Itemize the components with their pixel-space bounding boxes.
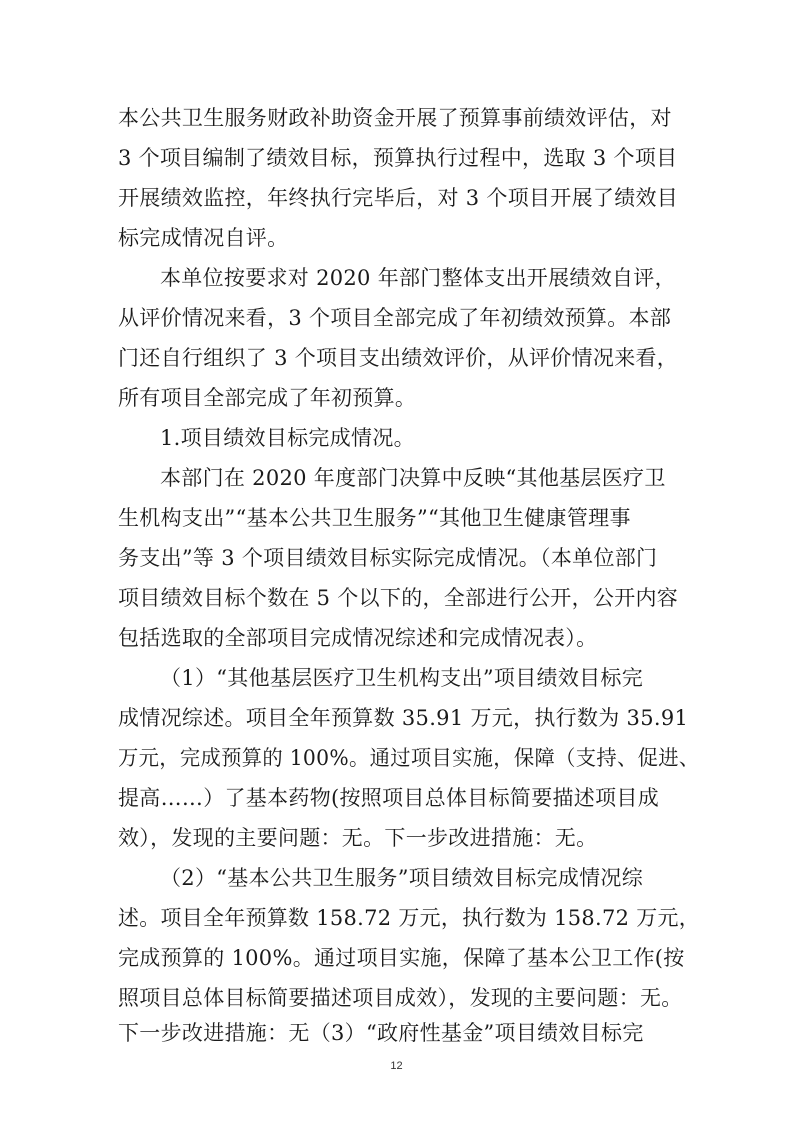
paragraph-line: 项目绩效目标个数在 5 个以下的，全部进行公开，公开内容 [118,586,679,610]
paragraph-line: （2）“基本公共卫生服务”项目绩效目标完成情况综 [160,866,644,890]
paragraph-line: 务支出”等 3 个项目绩效目标实际完成情况。（本单位部门 [118,546,658,570]
paragraph-line: 成情况综述。项目全年预算数 35.91 万元，执行数为 35.91 [118,706,689,730]
paragraph-line: 本单位按要求对 2020 年部门整体支出开展绩效自评， [160,266,676,290]
paragraph-line: 万元，完成预算的 100%。通过项目实施，保障（支持、促进、 [118,746,700,770]
paragraph-line: 效），发现的主要问题：无。下一步改进措施：无。 [118,826,598,850]
paragraph-line: 本部门在 2020 年度部门决算中反映“其他基层医疗卫 [160,466,666,490]
paragraph-line: 开展绩效监控，年终执行完毕后，对 3 个项目开展了绩效目 [118,186,679,210]
paragraph-line: 门还自行组织了 3 个项目支出绩效评价，从评价情况来看， [118,346,679,370]
paragraph-line: 提高……）了基本药物(按照项目总体目标简要描述项目成 [118,786,659,810]
paragraph-line: 包括选取的全部项目完成情况综述和完成情况表）。 [118,626,598,650]
paragraph-line: 3 个项目编制了绩效目标，预算执行过程中，选取 3 个项目 [118,146,678,170]
paragraph-line: 本公共卫生服务财政补助资金开展了预算事前绩效评估，对 [118,106,672,130]
paragraph-line: （1）“其他基层医疗卫生机构支出”项目绩效目标完 [160,666,644,690]
paragraph-line: 照项目总体目标简要描述项目成效），发现的主要问题：无。 [118,986,683,1010]
paragraph-line: 从评价情况来看，3 个项目全部完成了年初绩效预算。本部 [118,306,672,330]
page-number: 12 [390,1060,403,1072]
paragraph-line: 标完成情况自评。 [118,226,289,250]
paragraph-line: 完成预算的 100%。通过项目实施，保障了基本公卫工作(按 [118,946,685,970]
paragraph-line: 下一步改进措施：无（3）“政府性基金”项目绩效目标完 [118,1021,644,1045]
section-heading: 1.项目绩效目标完成情况。 [160,426,415,450]
paragraph-line: 生机构支出”“基本公共卫生服务”“其他卫生健康管理事 [118,506,631,530]
paragraph-line: 述。项目全年预算数 158.72 万元，执行数为 158.72 万元， [118,906,701,930]
paragraph-line: 所有项目全部完成了年初预算。 [118,386,417,410]
